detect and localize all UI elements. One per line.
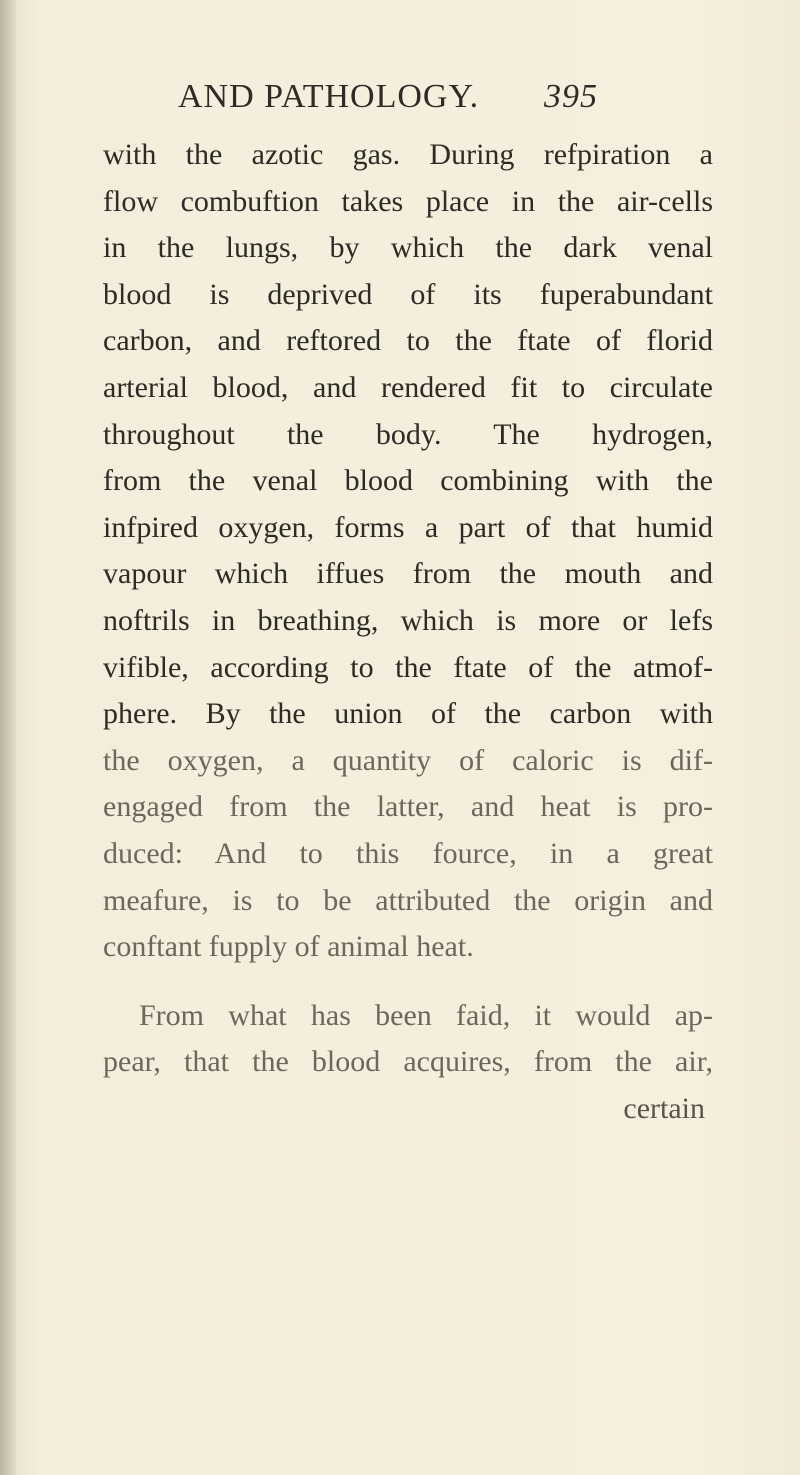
text-line: phere. By the union of the carbon with xyxy=(103,697,713,731)
body-text xyxy=(103,132,713,1132)
text-line: in the lungs, by which the dark venal xyxy=(103,231,713,265)
text-line: vifible, according to the ftate of the atmof- xyxy=(103,650,713,684)
text-line: From what has been faid, it would ap- xyxy=(139,998,713,1032)
paragraph-gap xyxy=(103,971,713,993)
text-line: flow combuftion takes place in the air-cells xyxy=(103,184,713,218)
catchword: certain xyxy=(623,1091,705,1125)
text-line: engaged from the latter, and heat is pro- xyxy=(103,790,713,824)
text-line: duced: And to this fource, in a great xyxy=(103,836,713,870)
text-line: vapour which iffues from the mouth and xyxy=(103,557,713,591)
page-number: 395 xyxy=(544,78,598,115)
text-line: pear, that the blood acquires, from the air, xyxy=(103,1045,713,1079)
text-line: noftrils in breathing, which is more or lefs xyxy=(103,603,713,637)
running-title: AND PATHOLOGY. xyxy=(178,78,480,115)
text-line: carbon, and reftored to the ftate of florid xyxy=(103,324,713,358)
running-head xyxy=(178,78,598,122)
text-line-last: conftant fupply of animal heat. xyxy=(103,930,474,964)
text-line: the oxygen, a quantity of caloric is dif- xyxy=(103,743,713,777)
text-line: throughout the body. The hydrogen, xyxy=(103,417,713,451)
text-line: arterial blood, and rendered fit to circulate xyxy=(103,370,713,404)
text-line: blood is deprived of its fuperabundant xyxy=(103,277,713,311)
paragraph-2 xyxy=(103,993,713,1086)
text-line: infpired oxygen, forms a part of that humid xyxy=(103,510,713,544)
text-line: meafure, is to be attributed the origin and xyxy=(103,883,713,917)
text-line: with the azotic gas. During refpiration a xyxy=(103,138,713,171)
page-gutter-shadow xyxy=(0,0,16,1475)
text-line: from the venal blood combining with the xyxy=(103,464,713,498)
paragraph-1 xyxy=(103,132,713,971)
